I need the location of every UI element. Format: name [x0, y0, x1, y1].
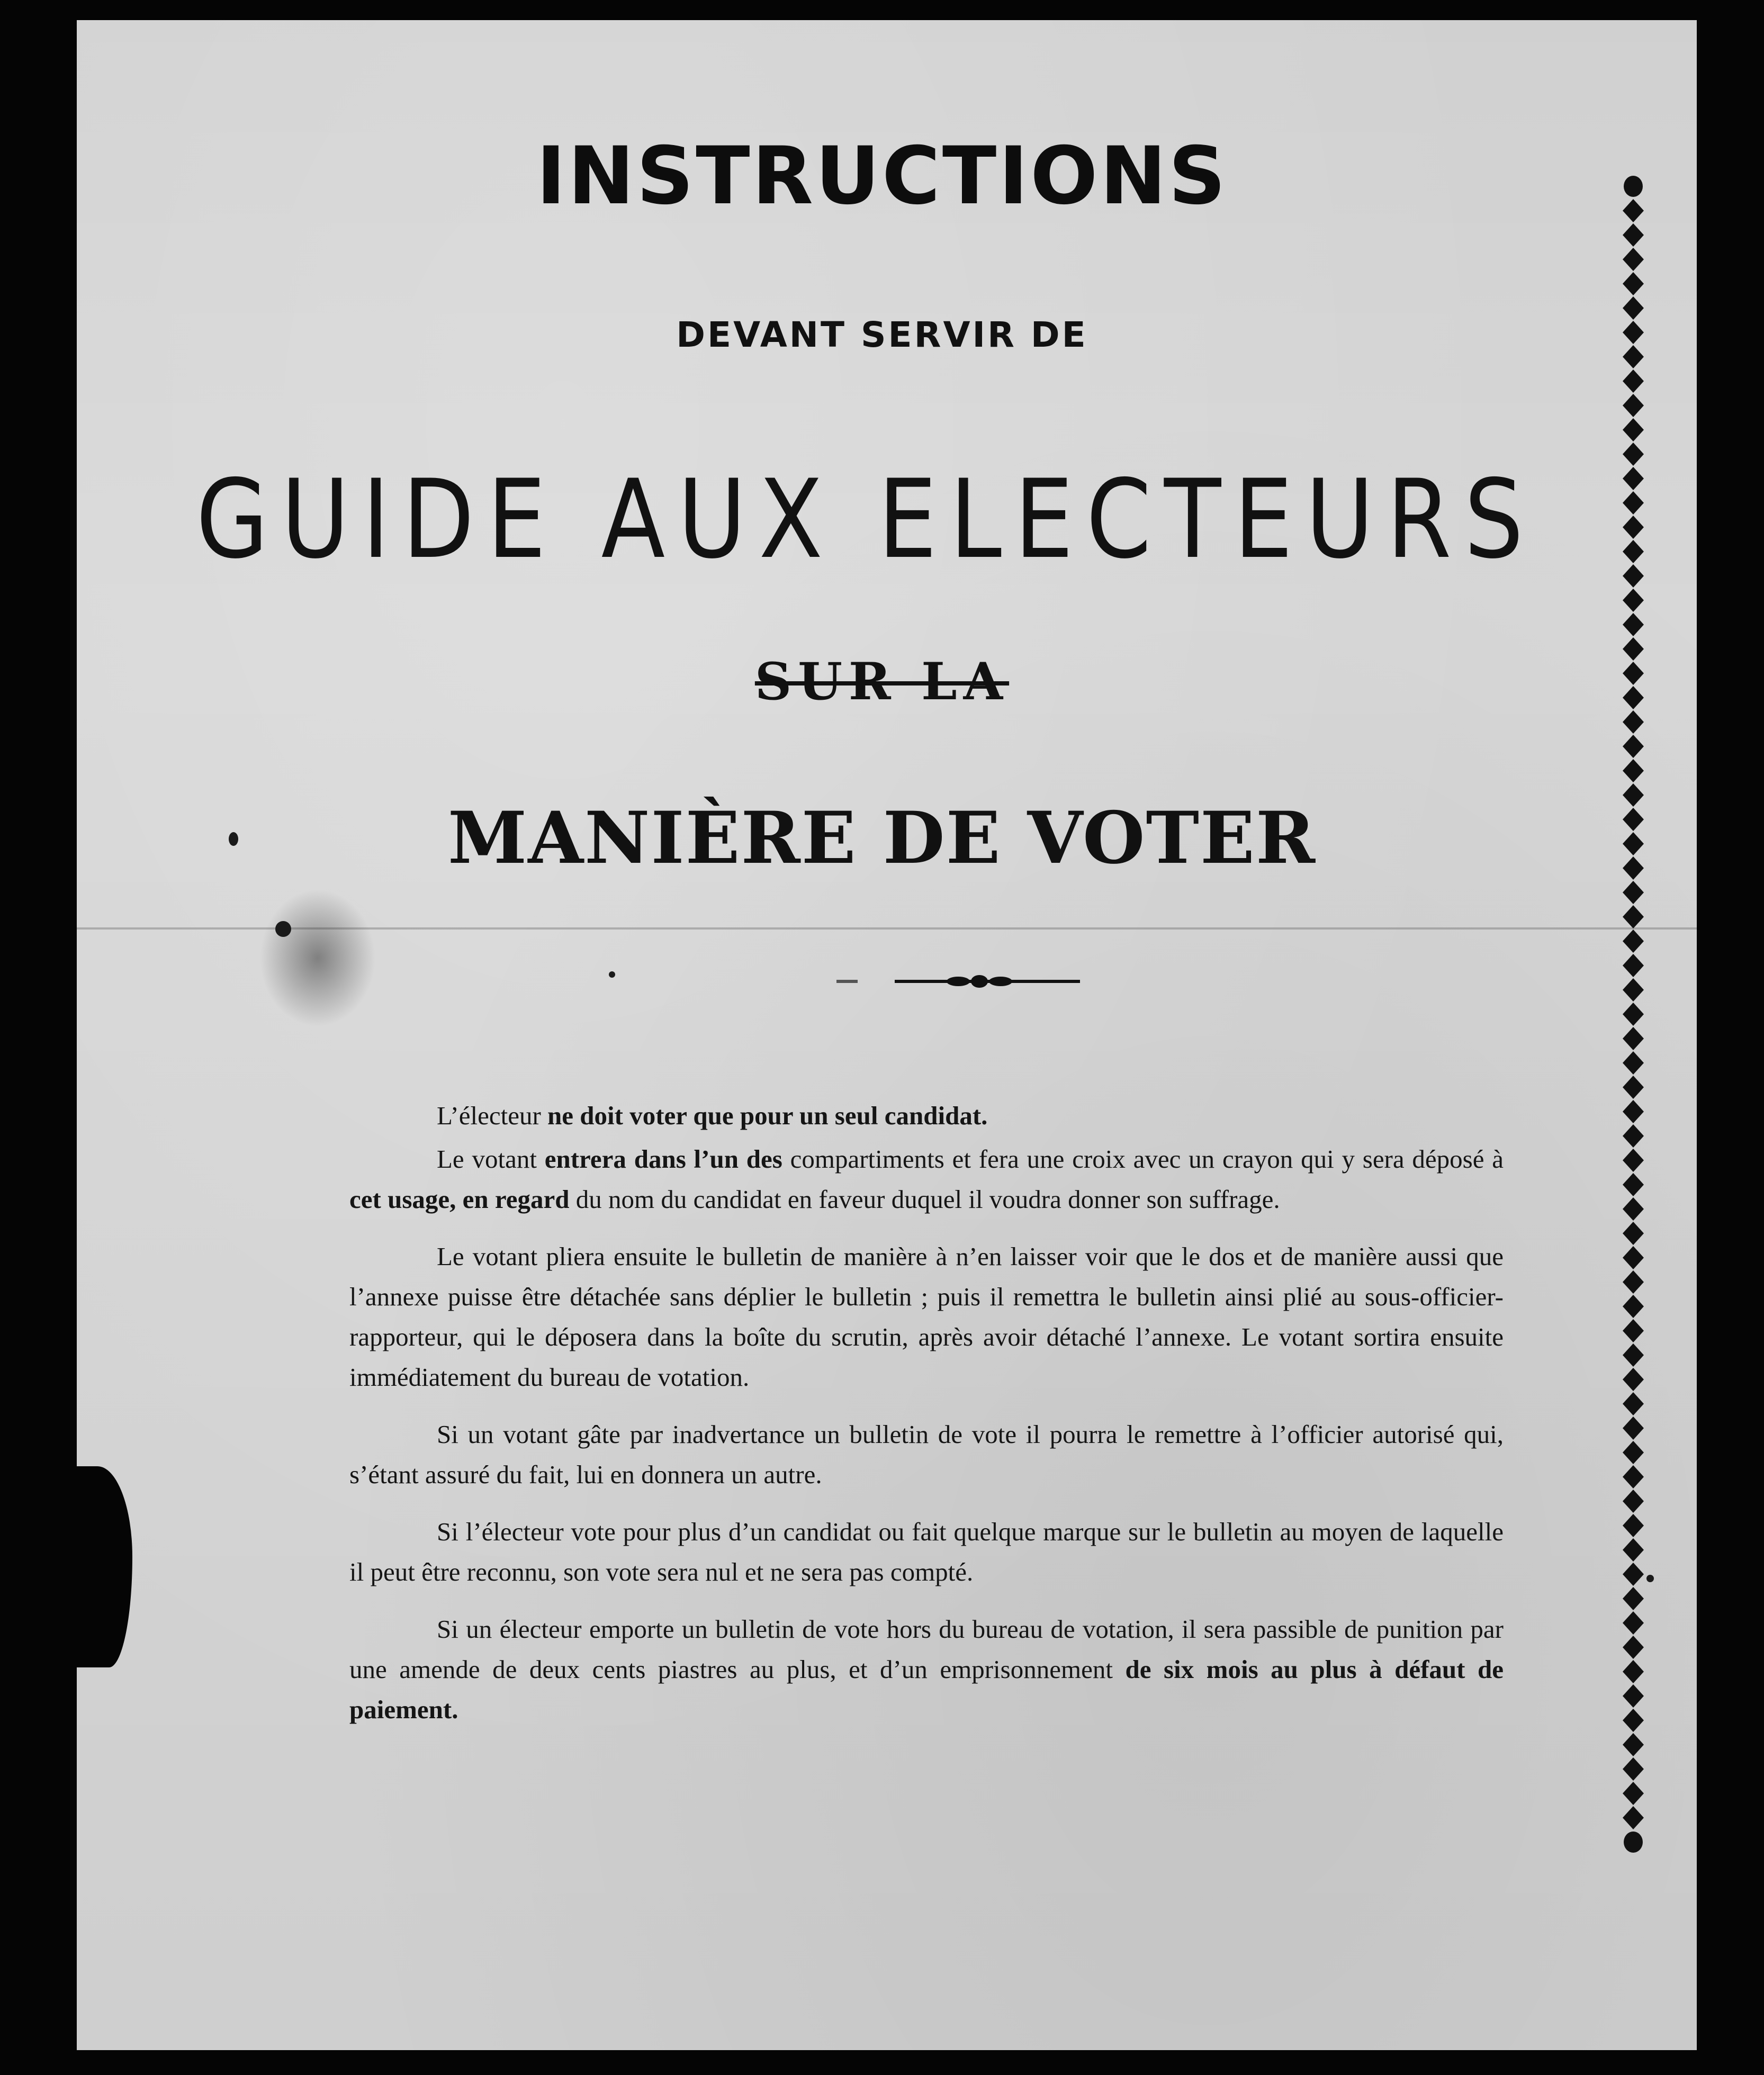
border-diamond [1623, 345, 1644, 368]
border-diamond [1623, 832, 1644, 855]
ornament-divider [836, 971, 1085, 993]
border-diamond [1623, 954, 1644, 977]
border-diamond [1623, 1757, 1644, 1781]
paragraph-2-text-b: compartiments et fera une croix avec un crayon qui y sera déposé à [782, 1144, 1504, 1174]
speck [1646, 1575, 1654, 1582]
border-diamond [1623, 759, 1644, 782]
border-diamond [1623, 1538, 1644, 1562]
border-diamond [1623, 1173, 1644, 1196]
border-diamond [1623, 394, 1644, 417]
border-diamond [1623, 1709, 1644, 1732]
border-diamond [1623, 1368, 1644, 1391]
border-diamond [1623, 1100, 1644, 1123]
torn-edge [74, 1466, 132, 1667]
border-diamond [1623, 1295, 1644, 1318]
border-diamond [1623, 1611, 1644, 1635]
border-diamond [1623, 199, 1644, 222]
border-diamond [1623, 1392, 1644, 1415]
border-diamond [1623, 516, 1644, 539]
paragraph-5: Si l’électeur vote pour plus d’un candidat ou fait quelque marque sur le bulletin au moyen de laquelle il peut être reconnu, son vote sera nul et ne sera pas compté. [349, 1517, 1504, 1586]
border-diamond [1623, 881, 1644, 904]
border-diamond [1623, 369, 1644, 393]
heading-sur-la: SUR LA [754, 652, 1010, 711]
paragraph-2 [349, 1139, 1504, 1220]
border-diamond [1623, 467, 1644, 490]
border-diamond [1623, 1806, 1644, 1829]
heading-guide-aux-electeurs: GUIDE AUX ELECTEURS [196, 457, 1536, 583]
ornament-dash-left [836, 980, 858, 983]
border-diamond [1623, 1636, 1644, 1659]
ornament-knot-center [971, 975, 988, 988]
instructions-body [349, 1096, 1504, 1747]
border-diamond [1623, 1027, 1644, 1050]
border-diamond [1623, 978, 1644, 1002]
border-diamond [1623, 613, 1644, 636]
border-diamond [1623, 856, 1644, 880]
border-diamond [1623, 540, 1644, 563]
paragraph-6-text: Si un électeur emporte un bulletin de vote hors du bureau de votation, il sera passible de punition par une amende de deux cents piastres au plus, et d’un emprisonnement [349, 1614, 1504, 1684]
border-diamond [1623, 1782, 1644, 1805]
paragraph-6 [349, 1609, 1504, 1730]
border-diamond [1623, 1003, 1644, 1026]
ink-smudge [259, 889, 376, 1027]
paragraph-1 [349, 1096, 1504, 1136]
paragraph-2-emphasis-a: entrera dans l’un des [544, 1144, 782, 1174]
border-diamond [1624, 1832, 1643, 1853]
border-diamond [1623, 443, 1644, 466]
border-diamond [1623, 686, 1644, 709]
paragraph-2-text-c: du nom du candidat en faveur duquel il voudra donner son suffrage. [569, 1185, 1280, 1214]
border-diamond [1623, 272, 1644, 295]
border-diamond [1623, 710, 1644, 734]
border-diamond [1623, 1514, 1644, 1537]
border-diamond [1623, 783, 1644, 807]
border-diamond [1623, 321, 1644, 344]
border-diamond [1623, 296, 1644, 320]
border-diamond [1624, 176, 1643, 197]
border-diamond [1623, 1733, 1644, 1756]
border-diamond [1623, 1149, 1644, 1172]
border-diamond [1623, 1197, 1644, 1221]
border-diamond [1623, 564, 1644, 588]
border-diamond [1623, 1441, 1644, 1464]
heading-instructions: INSTRUCTIONS [536, 130, 1228, 222]
paragraph-4: Si un votant gâte par inadvertance un bulletin de vote il pourra le remettre à l’officier autorisé qui, s’étant assuré du fait, lui en donnera un autre. [349, 1420, 1504, 1489]
border-diamond [1623, 589, 1644, 612]
border-diamond [1623, 1222, 1644, 1245]
border-diamond [1623, 1587, 1644, 1610]
border-diamond [1623, 1343, 1644, 1367]
paragraph-1-text: L’électeur [437, 1101, 548, 1130]
ornament-knot-right [989, 977, 1012, 986]
border-diamond [1623, 808, 1644, 831]
border-diamond [1623, 1124, 1644, 1148]
border-diamond [1623, 1076, 1644, 1099]
speck [609, 971, 615, 978]
border-diamond [1623, 1490, 1644, 1513]
border-diamond [1623, 662, 1644, 685]
heading-maniere-de-voter: MANIÈRE DE VOTER [447, 796, 1317, 880]
border-diamond [1623, 1246, 1644, 1269]
border-diamond [1623, 1319, 1644, 1342]
border-diamond [1623, 491, 1644, 515]
border-diamond [1623, 1270, 1644, 1294]
border-diamond [1623, 637, 1644, 661]
paragraph-1-emphasis: ne doit voter que pour un seul candidat. [547, 1101, 988, 1130]
paragraph-3: Le votant pliera ensuite le bulletin de manière à n’en laisser voir que le dos et de manière aussi que l’annexe puisse être détachée sans déplier le bulletin ; puis il remettra le bulletin ainsi plié au sous-officier-rapporteur, qui le déposera dans la boîte du scrutin, après avoir détaché l’annexe. Le votant sortira ensuite immédiatement du bureau de votation. [349, 1242, 1504, 1392]
border-diamond [1623, 418, 1644, 441]
heading-devant-servir-de: DEVANT SERVIR DE [676, 314, 1088, 355]
border-diamond [1623, 1660, 1644, 1683]
border-diamond [1623, 1563, 1644, 1586]
paragraph-2-emphasis-b: cet usage, en regard [349, 1185, 570, 1214]
paragraph-2-text-a: Le votant [437, 1144, 545, 1174]
decorative-diamond-border [1620, 175, 1646, 1863]
border-diamond [1623, 1417, 1644, 1440]
border-diamond [1623, 223, 1644, 247]
border-diamond [1623, 1465, 1644, 1488]
border-diamond [1623, 1684, 1644, 1708]
border-diamond [1623, 248, 1644, 271]
speck [275, 921, 291, 937]
ornament-knot-left [947, 977, 970, 986]
border-diamond [1623, 1051, 1644, 1075]
border-diamond [1623, 735, 1644, 758]
paragraph-6-emphasis: de six mois au plus à défaut de paiement. [349, 1655, 1504, 1724]
border-diamond [1623, 930, 1644, 953]
border-diamond [1623, 905, 1644, 928]
